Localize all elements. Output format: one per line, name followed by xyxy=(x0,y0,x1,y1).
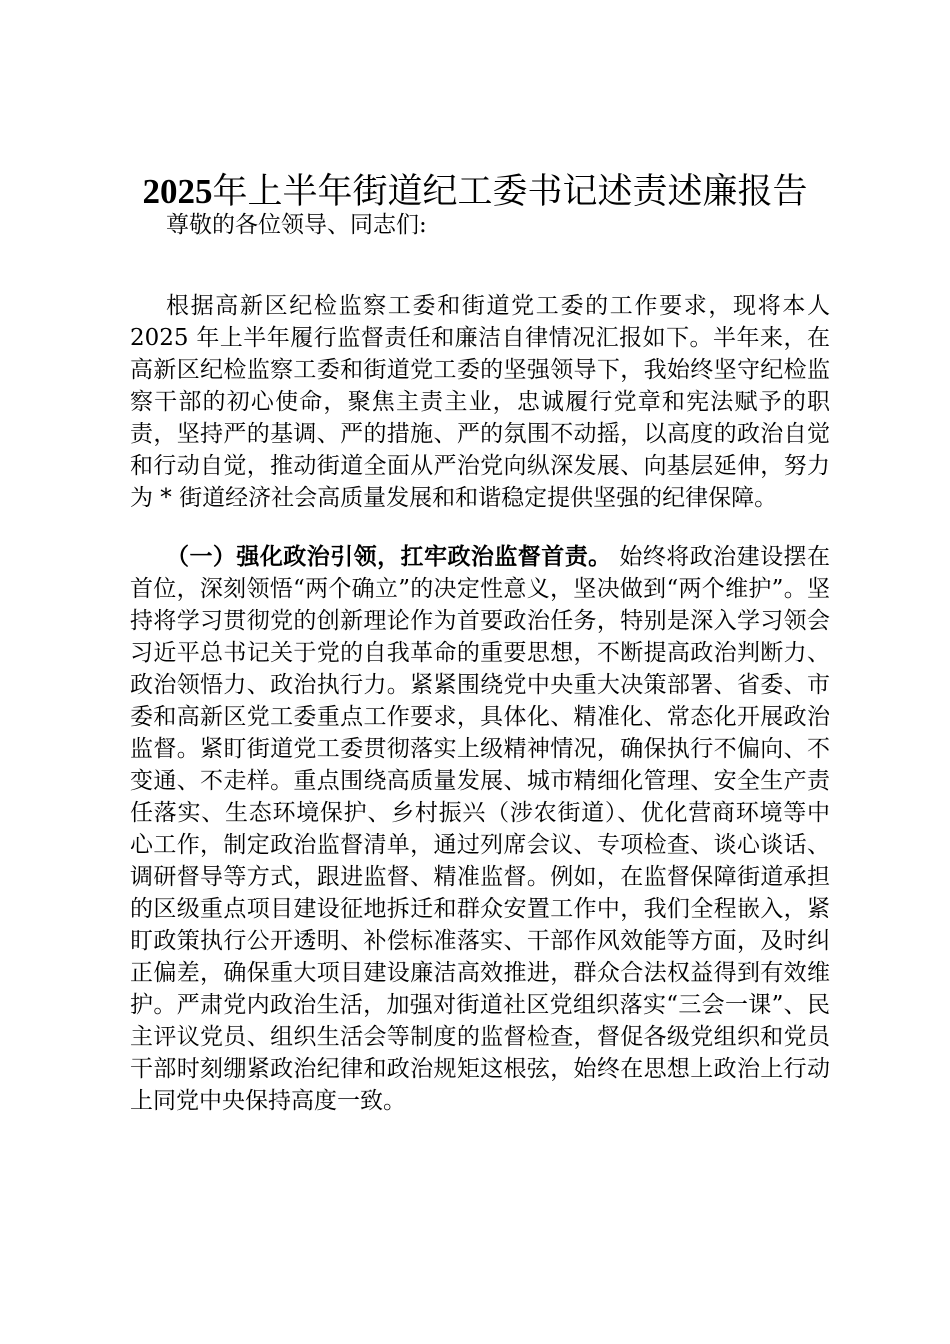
title-year: 2025 xyxy=(142,172,213,211)
section-1-paragraph xyxy=(130,541,830,1117)
section-1-body: 始终将政治建设摆在首位，深刻领悟“两个确立”的决定性意义，坚决做到“两个维护”。坚持将学习贯彻党的创新理论作为首要政治任务，特别是深入学习领会习近平总书记关于党的自我革命的重要思想，不断提高政治判断力、政治领悟力、政治执行力。紧紧围绕党中央重大决策部署、省委、市委和高新区党工委重点工作要求，具体化、精准化、常态化开展政治监督。紧盯街道党工委贯彻落实上级精神情况，确保执行不偏向、不变通、不走样。重点围绕高质量发展、城市精细化管理、安全生产责任落实、生态环境保护、乡村振兴（涉农街道）、优化营商环境等中心工作，制定政治监督清单，通过列席会议、专项检查、谈心谈话、调研督导等方式，跟进监督、精准监督。例如，在监督保障街道承担的区级重点项目建设征地拆迁和群众安置工作中，我们全程嵌入，紧盯政策执行公开透明、补偿标准落实、干部作风效能等方面，及时纠正偏差，确保重大项目建设廉洁高效推进，群众合法权益得到有效维护。严肃党内政治生活，加强对街道社区党组织落实“三会一课”、民主评议党员、组织生活会等制度的监督检查，督促各级党组织和党员干部时刻绷紧政治纪律和政治规矩这根弦，始终在思想上政治上行动上同党中央保持高度一致。 xyxy=(130,544,830,1114)
intro-paragraph: 根据高新区纪检监察工委和街道党工委的工作要求，现将本人 2025 年上半年履行监督责任和廉洁自律情况汇报如下。半年来，在高新区纪检监察工委和街道党工委的坚强领导下，我始终坚守纪检监察干部的初心使命，聚焦主责主业，忠诚履行党章和宪法赋予的职责，坚持严的基调、严的措施、严的氛围不动摇，以高度的政治自觉和行动自觉，推动街道全面从严治党向纵深发展、向基层延伸，努力为 * 街道经济社会高质量发展和和谐稳定提供坚强的纪律保障。 xyxy=(130,293,830,511)
salutation: 尊敬的各位领导、同志们: xyxy=(166,212,427,238)
section-1-heading: （一）强化政治引领，扛牢政治监督首责。 xyxy=(166,543,612,570)
title-text: 年上半年街道纪工委书记述责述廉报告 xyxy=(212,172,808,212)
